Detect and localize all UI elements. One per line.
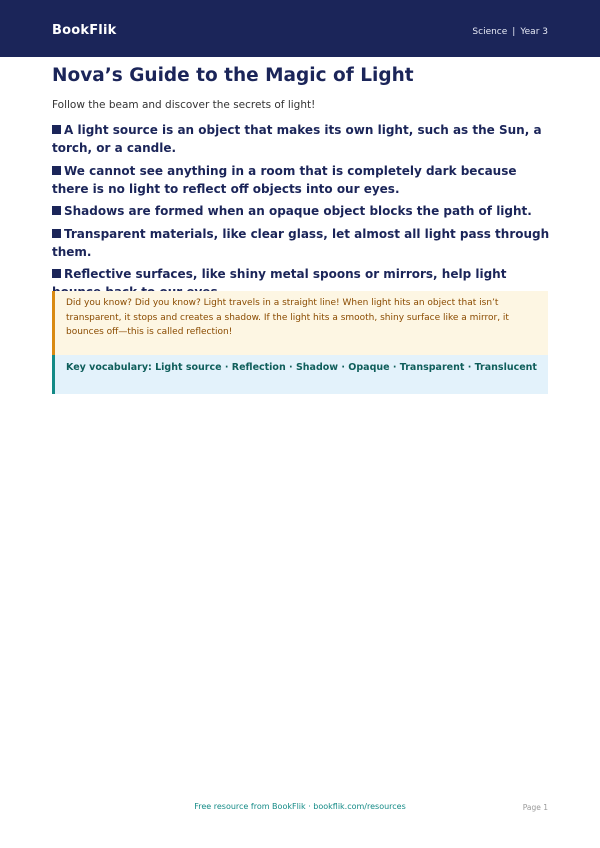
page-number: Page 1 [522, 803, 548, 812]
subject-label: Science [472, 27, 508, 37]
brand-logo[interactable]: BookFlik [52, 23, 117, 38]
page-title: Nova’s Guide to the Magic of Light [52, 65, 414, 86]
fact-text: Shadows are formed when an opaque object blocks the path of light. [64, 204, 532, 218]
year-label: Year 3 [520, 27, 548, 37]
key-vocabulary-box [52, 355, 548, 394]
fact-item [52, 121, 552, 157]
header-bar [0, 0, 600, 57]
did-you-know-callout [52, 291, 548, 355]
square-bullet-icon [52, 125, 61, 134]
fact-text: Reflective surfaces, like shiny metal spoons or mirrors, help light [64, 267, 507, 281]
fact-text: We cannot see anything in a room that is completely dark because there is no light to reflect off objects into our eyes. [52, 163, 517, 196]
square-bullet-icon [52, 206, 61, 215]
page-subtitle: Follow the beam and discover the secrets of light! [52, 99, 316, 111]
square-bullet-icon [52, 269, 61, 278]
header-meta [472, 27, 548, 37]
meta-separator: | [512, 27, 516, 37]
fact-text: A light source is an object that makes its own light, such as the Sun, a torch, or a candle. [52, 123, 542, 155]
square-bullet-icon [52, 229, 61, 238]
callout-text: Did you know? Did you know? Light travels in a straight line! When light hits an object that isn’t transparent, it stops and creates a shadow. If the light hits a smooth, shiny surface like a mirror, it bounces off—this is called reflection! [66, 298, 509, 337]
vocabulary-text: Key vocabulary: Light source · Reflection · Shadow · Opaque · Transparent · Translucent [66, 362, 537, 373]
footer-link[interactable]: Free resource from BookFlik · bookflik.com/resources [194, 802, 406, 811]
fact-item [52, 162, 552, 198]
fact-item [52, 225, 552, 261]
facts-list [52, 121, 552, 306]
fact-text: Transparent materials, like clear glass, let almost all light pass through them. [52, 226, 550, 259]
fact-item [52, 202, 552, 220]
square-bullet-icon [52, 166, 61, 175]
